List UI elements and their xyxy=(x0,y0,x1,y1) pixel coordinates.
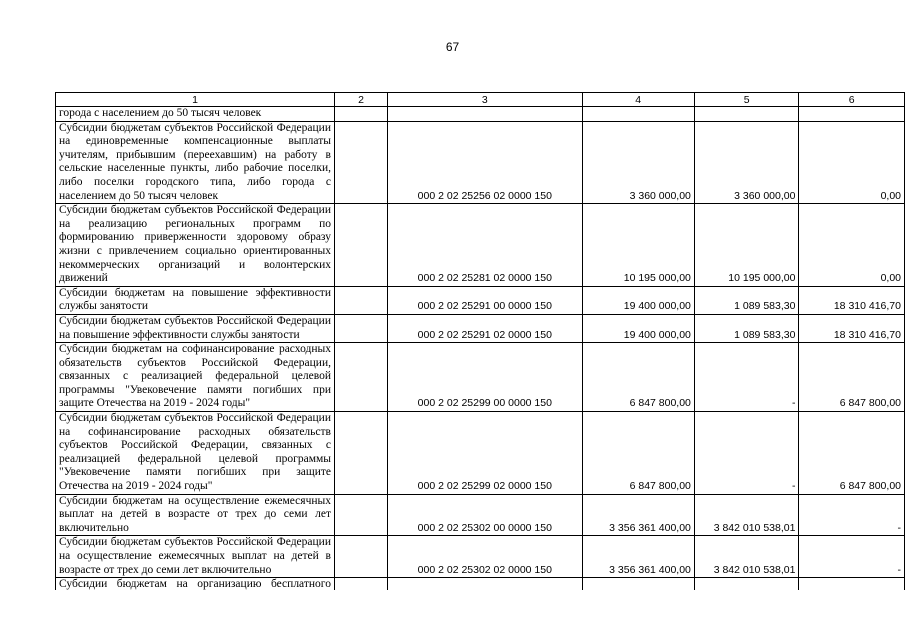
row-col2 xyxy=(334,121,387,204)
header-col-2: 2 xyxy=(334,93,387,107)
page-bottom-margin xyxy=(0,590,905,640)
table-row xyxy=(56,343,905,412)
row-col2 xyxy=(334,536,387,578)
table-row xyxy=(56,286,905,314)
row-col2 xyxy=(334,343,387,412)
row-value-5: 1 089 583,30 xyxy=(694,314,799,342)
row-value-4: 19 400 000,00 xyxy=(582,286,694,314)
row-name: Субсидии бюджетам субъектов Российской Федерации на повышение эффективности службы занятости xyxy=(56,314,335,342)
row-name: города с населением до 50 тысяч человек xyxy=(56,107,335,122)
row-value-6: 0,00 xyxy=(799,121,905,204)
row-col2 xyxy=(334,314,387,342)
row-code: 000 2 02 25302 00 0000 150 xyxy=(388,494,582,536)
row-value-4: 3 360 000,00 xyxy=(582,121,694,204)
row-value-6: - xyxy=(799,536,905,578)
row-value-5: 1 089 583,30 xyxy=(694,286,799,314)
row-value-6: - xyxy=(799,494,905,536)
row-value-5: - xyxy=(694,412,799,495)
row-value-5: - xyxy=(694,343,799,412)
row-name: Субсидии бюджетам на организацию бесплатного xyxy=(56,578,335,606)
table-row xyxy=(56,107,905,122)
row-name: Субсидии бюджетам субъектов Российской Федерации на софинансирование расходных обязательств субъектов Российской Федерации, связанных с реализацией федеральной целевой программы "Увековечение памяти погибших при защите Отечества на 2019 - 2024 годы" xyxy=(56,412,335,495)
row-col2 xyxy=(334,412,387,495)
row-code: 000 2 02 25281 02 0000 150 xyxy=(388,204,582,287)
row-value-5: 3 360 000,00 xyxy=(694,121,799,204)
row-value-6: 6 847 800,00 xyxy=(799,343,905,412)
page-number: 67 xyxy=(445,40,460,54)
budget-table xyxy=(55,92,905,606)
row-value-4: 10 195 000,00 xyxy=(582,204,694,287)
table-header-row xyxy=(56,93,905,107)
table-row xyxy=(56,412,905,495)
table-row xyxy=(56,314,905,342)
row-value-6: 6 847 800,00 xyxy=(799,412,905,495)
header-col-4: 4 xyxy=(582,93,694,107)
row-value-5: 10 195 000,00 xyxy=(694,204,799,287)
row-value-5: 3 842 010 538,01 xyxy=(694,536,799,578)
row-value-5 xyxy=(694,107,799,122)
row-value-4: 6 847 800,00 xyxy=(582,343,694,412)
row-name: Субсидии бюджетам субъектов Российской Федерации на единовременные компенсационные выплаты учителям, прибывшим (переехавшим) на работу в сельские населенные пункты, либо рабочие поселки, либо поселки городского типа, либо города с населением до 50 тысяч человек xyxy=(56,121,335,204)
row-col2 xyxy=(334,204,387,287)
row-name: Субсидии бюджетам на софинансирование расходных обязательств субъектов Российской Федерации, связанных с реализацией федеральной целевой программы "Увековечение памяти погибших при защите Отечества на 2019 - 2024 годы" xyxy=(56,343,335,412)
row-value-5: 3 842 010 538,01 xyxy=(694,494,799,536)
row-code: 000 2 02 25256 02 0000 150 xyxy=(388,121,582,204)
row-value-4: 3 356 361 400,00 xyxy=(582,494,694,536)
row-value-6: 0,00 xyxy=(799,204,905,287)
row-value-4: 19 400 000,00 xyxy=(582,314,694,342)
table-row xyxy=(56,121,905,204)
row-col2 xyxy=(334,107,387,122)
row-name: Субсидии бюджетам субъектов Российской Федерации на осуществление ежемесячных выплат на детей в возрасте от трех до семи лет включительно xyxy=(56,536,335,578)
row-code xyxy=(388,107,582,122)
header-col-3: 3 xyxy=(388,93,582,107)
row-code: 000 2 02 25291 02 0000 150 xyxy=(388,314,582,342)
row-value-4 xyxy=(582,107,694,122)
row-name: Субсидии бюджетам субъектов Российской Федерации на реализацию региональных программ по формированию приверженности здоровому образу жизни с привлечением социально ориентированных некоммерческих организаций и волонтерских движений xyxy=(56,204,335,287)
row-name: Субсидии бюджетам на повышение эффективности службы занятости xyxy=(56,286,335,314)
row-code: 000 2 02 25299 00 0000 150 xyxy=(388,343,582,412)
header-col-5: 5 xyxy=(694,93,799,107)
header-col-1: 1 xyxy=(56,93,335,107)
row-value-6: 18 310 416,70 xyxy=(799,286,905,314)
row-col2 xyxy=(334,494,387,536)
row-value-6: 18 310 416,70 xyxy=(799,314,905,342)
row-value-4: 3 356 361 400,00 xyxy=(582,536,694,578)
row-value-6 xyxy=(799,107,905,122)
row-code: 000 2 02 25302 02 0000 150 xyxy=(388,536,582,578)
table-row xyxy=(56,204,905,287)
row-code: 000 2 02 25299 02 0000 150 xyxy=(388,412,582,495)
row-code: 000 2 02 25291 00 0000 150 xyxy=(388,286,582,314)
row-name: Субсидии бюджетам на осуществление ежемесячных выплат на детей в возрасте от трех до семи лет включительно xyxy=(56,494,335,536)
header-col-6: 6 xyxy=(799,93,905,107)
row-col2 xyxy=(334,286,387,314)
table-row xyxy=(56,536,905,578)
table-row xyxy=(56,494,905,536)
row-value-4: 6 847 800,00 xyxy=(582,412,694,495)
